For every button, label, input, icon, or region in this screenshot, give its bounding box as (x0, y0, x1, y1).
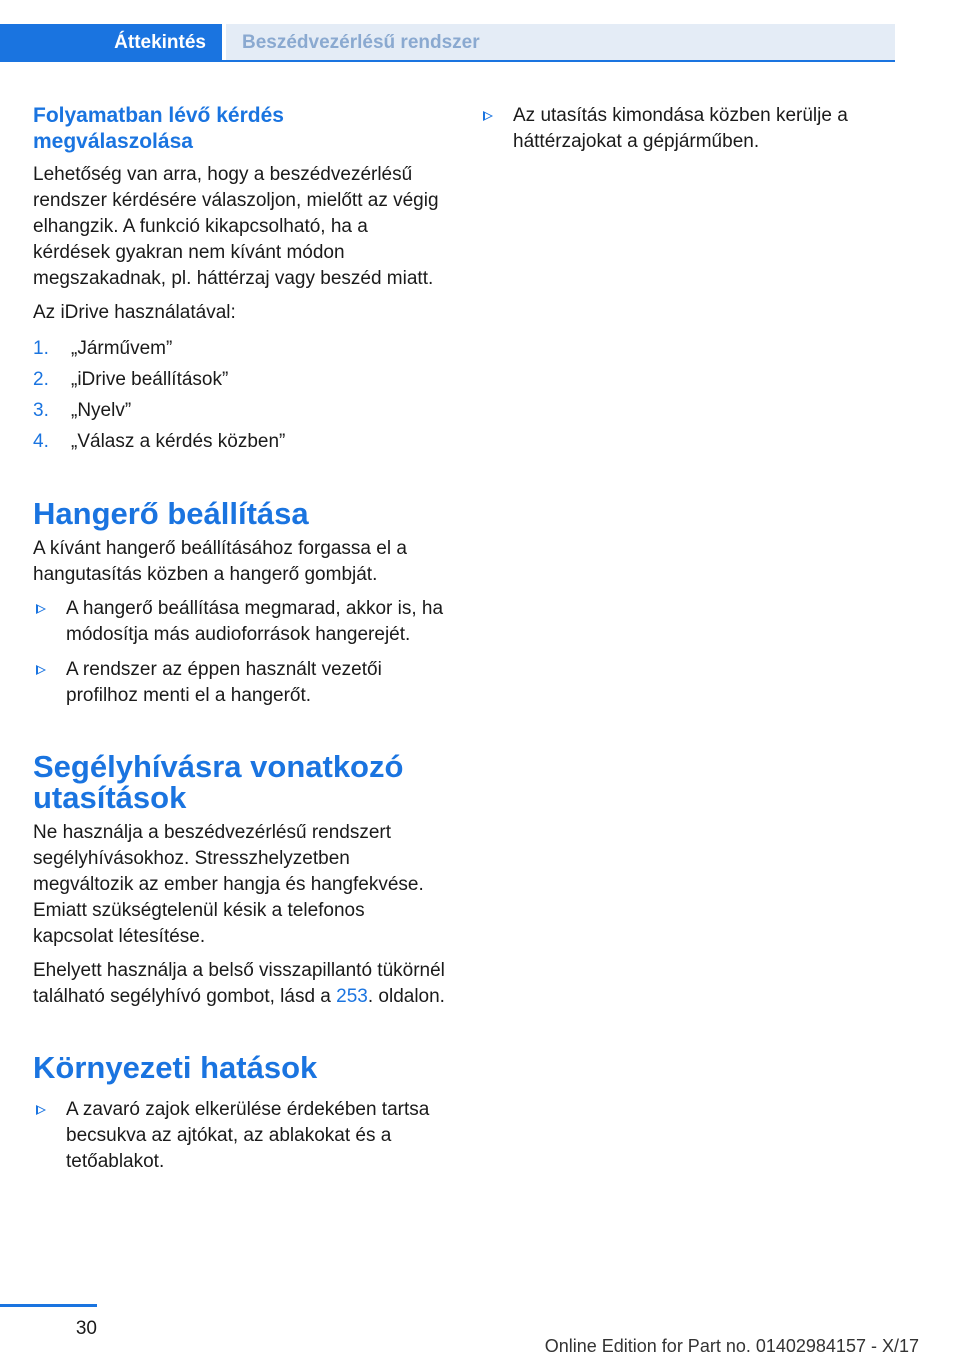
bullet-text: A zavaró zajok elkerülése érdekében tartsa becsukva az ajtókat, az ablakokat és a tetőablakot. (66, 1099, 430, 1172)
list-item (33, 367, 445, 393)
list-item (33, 657, 445, 709)
section-body: A kívánt hangerő beállításához forgassa el a hangutasítás közben a hangerő gombját. (33, 538, 407, 585)
edition-note: Online Edition for Part no. 01402984157 - X/17 (544, 1336, 919, 1356)
step-text: „Járművem” (71, 338, 173, 359)
section-title-emergency: Segélyhívásra vonatkozó utasítások (33, 749, 404, 815)
section-title-answering-questions: Folyamatban lévő kérdés megválaszolása (33, 104, 284, 153)
section-body-reference (33, 958, 445, 1010)
header-divider (0, 60, 895, 62)
section-title-environment: Környezeti hatások (33, 1050, 318, 1085)
list-item (33, 398, 445, 424)
triangle-bullet-icon (483, 111, 493, 121)
section-title-volume: Hangerő beállítása (33, 496, 309, 531)
bullet-list (33, 1097, 445, 1175)
step-number: 3. (33, 400, 49, 421)
triangle-bullet-icon (36, 604, 46, 614)
list-item (480, 103, 890, 155)
step-number: 2. (33, 369, 49, 390)
steps-list (33, 336, 445, 455)
page-link[interactable]: 253 (336, 986, 368, 1007)
triangle-bullet-icon (36, 1105, 46, 1115)
section-body: Ne használja a beszédvezérlésű rendszert segélyhívásokhoz. Stresszhelyzetben megváltozik az ember hangja és hangfekvése. Emiatt szükségtelenül késik a telefonos kapcsolat létesítése. (33, 822, 424, 947)
step-text: „Nyelv” (71, 400, 132, 421)
tab-voice-control[interactable] (226, 24, 895, 62)
section-intro: Az iDrive használatával: (33, 302, 236, 323)
step-text: „iDrive beállítások” (71, 369, 229, 390)
step-number: 1. (33, 338, 49, 359)
left-column (33, 103, 445, 1184)
section-body: Lehetőség van arra, hogy a beszédvezérlésű rendszer kérdésére válaszoljon, mielőtt az végig elhangzik. A funkció kikapcsolható, ha a kérdések gyakran nem kívánt módon megszakadnak, pl. háttérzaj vagy beszéd miatt. (33, 164, 439, 289)
triangle-bullet-icon (36, 665, 46, 675)
page-header (0, 0, 895, 62)
tab-overview-label: Áttekintés (114, 32, 206, 53)
footer-divider (0, 1304, 97, 1307)
list-item (33, 596, 445, 648)
bullet-list (480, 103, 890, 155)
step-text: „Válasz a kérdés közben” (71, 431, 286, 452)
page-number: 30 (75, 1318, 97, 1339)
reference-text: Ehelyett használja a belső visszapillantó tükörnél található segélyhívó gombot, lásd a (33, 960, 445, 1007)
bullet-text: A hangerő beállítása megmarad, akkor is, ha módosítja más audioforrások hangerejét. (66, 598, 444, 645)
step-number: 4. (33, 431, 49, 452)
reference-text-end: . oldalon. (367, 986, 445, 1007)
tab-voice-control-label: Beszédvezérlésű rendszer (242, 32, 480, 53)
tab-overview[interactable] (0, 24, 222, 62)
bullet-text: A rendszer az éppen használt vezetői profilhoz menti el a hangerőt. (66, 659, 382, 706)
bullet-list (33, 596, 445, 709)
bullet-text: Az utasítás kimondása közben kerülje a háttérzajokat a gépjárműben. (513, 105, 848, 152)
right-column (480, 103, 890, 164)
list-item (33, 1097, 445, 1175)
list-item (33, 336, 445, 362)
list-item (33, 429, 445, 455)
